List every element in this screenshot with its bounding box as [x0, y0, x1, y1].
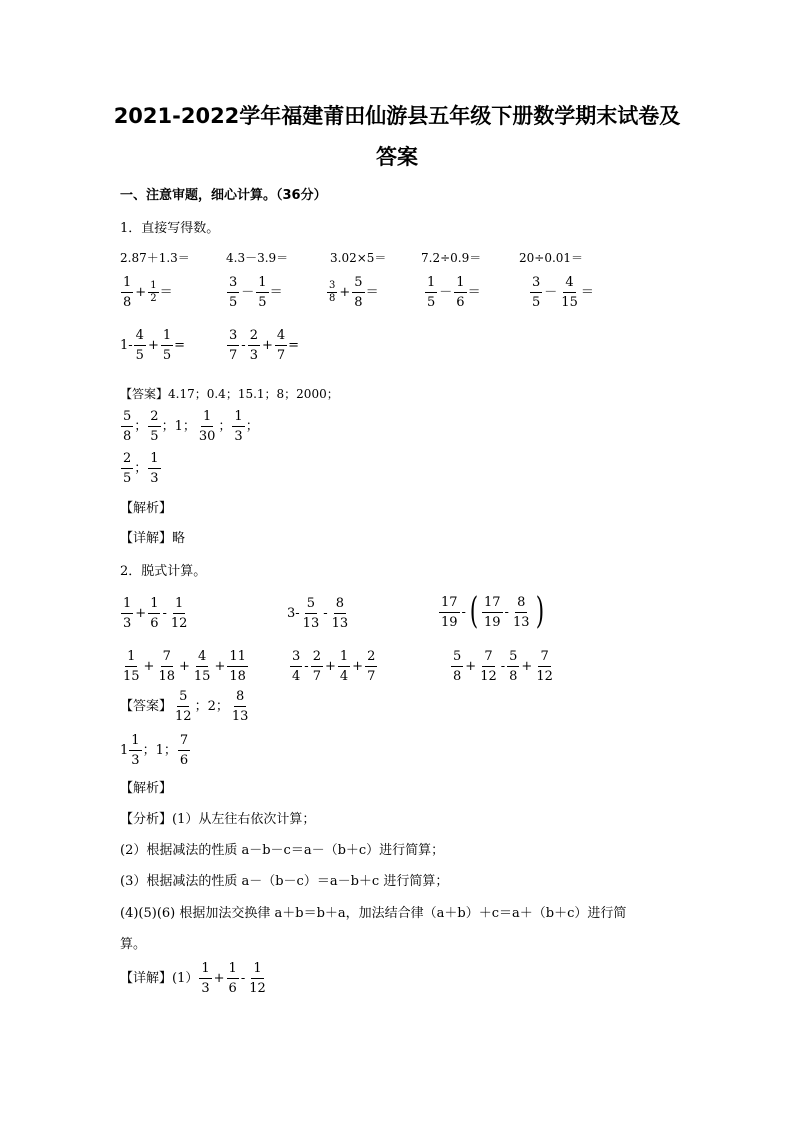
fraction — [227, 962, 239, 995]
q2-answer-line2 — [120, 734, 191, 767]
text-segment: ＝ — [269, 285, 283, 300]
denominator: 12 — [536, 669, 553, 684]
fraction — [148, 452, 160, 485]
section-heading: 一、注意审题，细心计算。（36分） — [120, 188, 327, 203]
operator: - — [162, 606, 167, 621]
numerator: 5 — [305, 597, 317, 614]
fraction — [121, 276, 133, 309]
fraction — [559, 276, 580, 309]
numerator: 5 — [121, 410, 133, 427]
denominator: 15 — [561, 295, 578, 310]
q1-row1-expr-4: 7.2÷0.9＝ — [421, 251, 482, 265]
denominator: 13 — [231, 709, 249, 724]
fraction — [478, 650, 499, 683]
numerator: 1 — [454, 276, 466, 293]
denominator: 15 — [123, 669, 140, 684]
q2-analysis-1 — [120, 813, 315, 826]
numerator: 3 — [227, 329, 239, 346]
q2-detail — [120, 962, 269, 995]
operator: + — [465, 659, 477, 674]
fraction — [121, 650, 142, 683]
text-segment: ；2； — [194, 699, 229, 714]
numerator: 7 — [178, 734, 190, 751]
q1-row2-expr-2 — [226, 276, 283, 309]
fraction — [275, 329, 287, 362]
fraction — [338, 650, 350, 683]
denominator: 7 — [367, 669, 376, 684]
numerator: 1 — [148, 452, 160, 469]
text-segment: (1）从左往右依次计算； — [172, 812, 316, 827]
numerator: 1 — [150, 280, 157, 291]
q1-row2-expr-4 — [424, 276, 481, 309]
text-segment: ；1； — [161, 419, 196, 434]
fraction — [232, 410, 244, 443]
fraction — [178, 734, 190, 767]
denominator: 8 — [509, 669, 518, 684]
denominator: 5 — [135, 348, 144, 363]
text-segment: ＝ — [159, 285, 173, 300]
numerator: 1 — [125, 650, 137, 667]
denominator: 5 — [532, 295, 541, 310]
text-segment: 【详解】 — [120, 531, 173, 546]
text-segment: ＝ — [580, 285, 594, 300]
fraction — [365, 650, 377, 683]
q2-analysis-label: 【解析】 — [120, 781, 173, 796]
q2-analysis-2: (2）根据减法的性质 a－b－c＝a－（b＋c）进行简算； — [120, 843, 445, 858]
q1-row1-expr-2: 4.3－3.9＝ — [226, 251, 289, 265]
denominator: 3 — [150, 471, 159, 486]
doc-title-line2: 答案 — [376, 145, 418, 169]
text-segment: 1 $\frac{1}{3}$ — [120, 733, 140, 768]
q1-answer-line3 — [120, 452, 162, 485]
fraction — [227, 329, 239, 362]
denominator: 2 — [150, 293, 157, 304]
fraction — [507, 650, 519, 683]
denominator: 5 — [229, 295, 238, 310]
numerator: 4 — [196, 650, 208, 667]
fraction — [439, 596, 460, 629]
fraction — [301, 597, 322, 630]
q2-heading: 2．脱式计算。 — [120, 564, 207, 579]
q1-row1-expr-3: 3.02×5＝ — [330, 251, 387, 265]
denominator: 8 — [453, 669, 462, 684]
operator: - — [500, 659, 506, 674]
fraction — [148, 597, 160, 630]
numerator: 2 — [121, 452, 133, 469]
numerator: 1 — [256, 276, 268, 293]
denominator: 18 — [229, 669, 246, 684]
numerator: 7 — [482, 650, 494, 667]
fraction — [197, 410, 218, 443]
answer-label: 【答案】 — [120, 387, 169, 401]
text-segment: 3- — [287, 606, 300, 621]
text-segment: 1- — [120, 338, 133, 353]
operator: + — [135, 285, 147, 300]
denominator: 5 — [427, 295, 436, 310]
numerator: 5 — [177, 690, 189, 707]
fraction — [327, 281, 337, 304]
text-segment: ； — [245, 419, 259, 434]
denominator: 19 — [441, 614, 458, 630]
operator: + — [324, 659, 336, 674]
numerator: 1 — [338, 650, 350, 667]
q1-row2-expr-5 — [529, 276, 594, 309]
fraction — [134, 329, 146, 362]
denominator: 7 — [229, 348, 238, 363]
numerator: 4 — [275, 329, 287, 346]
operator: + — [179, 659, 190, 674]
fraction — [227, 276, 239, 309]
fraction — [451, 650, 463, 683]
text-segment: ＝ — [365, 285, 379, 300]
q2-row2-expr-3 — [450, 650, 556, 683]
fraction — [248, 329, 260, 362]
denominator: 3 — [131, 753, 140, 768]
fraction — [256, 276, 268, 309]
text-segment: ＝ — [467, 285, 481, 300]
operator: + — [352, 659, 364, 674]
denominator: 6 — [456, 295, 465, 310]
numerator: 2 — [248, 329, 260, 346]
q2-analysis-4b: 算。 — [120, 937, 147, 952]
doc-title-line1: 2021-2022学年福建莆田仙游县五年级下册数学期末试卷及 — [113, 104, 681, 128]
text-segment: 【分析】 — [120, 812, 173, 827]
text-segment: = — [174, 338, 186, 353]
numerator: 5 — [451, 650, 463, 667]
text-segment: ( — [469, 591, 479, 632]
numerator: 1 — [129, 734, 141, 751]
text-segment: 【详解】 — [120, 971, 173, 986]
denominator: 4 — [292, 669, 301, 684]
fraction — [161, 329, 173, 362]
operator: + — [143, 659, 155, 674]
numerator: 1 — [425, 276, 437, 293]
numerator: 17 — [439, 596, 460, 613]
q2-row2-expr-1 — [120, 650, 249, 683]
denominator: 19 — [484, 614, 501, 630]
denominator: 8 — [123, 295, 132, 310]
numerator: 3 — [290, 650, 302, 667]
fraction — [290, 650, 302, 683]
fraction — [454, 276, 466, 309]
fraction — [352, 276, 364, 309]
fraction — [227, 650, 248, 683]
numerator: 1 — [173, 597, 185, 614]
q1-row2-expr-1 — [120, 276, 173, 309]
q2-analysis-3: (3）根据减法的性质 a－（b－c）＝a－b＋c 进行简算； — [120, 874, 449, 889]
denominator: 5 — [123, 471, 132, 486]
q1-heading: 1．直接写得数。 — [120, 221, 220, 236]
q1-answer-line1 — [120, 388, 339, 400]
numerator: 1 — [201, 410, 213, 427]
denominator: 3 — [249, 348, 258, 363]
denominator: 12 — [480, 669, 497, 684]
numerator: 2 — [365, 650, 377, 667]
fraction — [511, 596, 532, 629]
fraction — [148, 281, 158, 304]
numerator: 8 — [515, 596, 527, 613]
text-segment: (1） — [172, 971, 199, 986]
q1-row2-expr-3 — [326, 276, 379, 309]
denominator: 15 — [193, 669, 211, 684]
fraction — [199, 962, 211, 995]
operator: - — [461, 604, 466, 620]
q1-row1-expr-5: 20÷0.01＝ — [519, 251, 584, 265]
fraction — [230, 690, 251, 723]
numerator: 1 — [227, 962, 239, 979]
fraction — [192, 650, 213, 683]
operator: + — [214, 659, 226, 674]
q1-answer-line2 — [120, 410, 259, 443]
denominator: 8 — [123, 429, 132, 444]
text-segment: = — [288, 338, 300, 353]
operator: - — [504, 604, 509, 620]
operator: + — [339, 285, 351, 300]
operator: - — [304, 659, 309, 674]
fraction — [482, 596, 503, 629]
fraction — [148, 410, 160, 443]
denominator: 4 — [339, 669, 349, 684]
fraction — [121, 452, 133, 485]
denominator: 3 — [234, 429, 243, 444]
q1-analysis-label: 【解析】 — [120, 501, 173, 516]
text-segment: ； — [134, 419, 148, 434]
q2-row2-expr-2 — [289, 650, 378, 683]
fraction — [121, 410, 133, 443]
fraction — [156, 650, 177, 683]
numerator: 2 — [148, 410, 160, 427]
numerator: 7 — [161, 650, 173, 667]
numerator: 1 — [199, 962, 211, 979]
q1-row3-expr-2 — [226, 329, 299, 362]
operator: - — [240, 971, 246, 986]
denominator: 5 — [162, 348, 172, 363]
fraction — [530, 276, 542, 309]
fraction — [534, 650, 555, 683]
denominator: 6 — [228, 981, 237, 996]
fraction — [169, 597, 190, 630]
fraction — [311, 650, 323, 683]
numerator: 3 — [329, 280, 336, 291]
operator: + — [135, 606, 147, 621]
numerator: 1 — [148, 597, 160, 614]
numerator: 11 — [227, 650, 248, 667]
numerator: 7 — [538, 650, 550, 667]
text-segment: ； — [134, 461, 148, 476]
operator: + — [147, 338, 159, 353]
denominator: 30 — [198, 429, 216, 444]
numerator: 8 — [234, 690, 246, 707]
numerator: 1 — [121, 276, 133, 293]
operator: + — [213, 971, 225, 986]
denominator: 3 — [201, 981, 210, 996]
numerator: 4 — [134, 329, 146, 346]
numerator: 4 — [563, 276, 575, 293]
text-segment: 略 — [172, 531, 186, 546]
q1-row1-expr-1: 2.87＋1.3＝ — [120, 251, 190, 265]
text-segment: ) — [535, 591, 544, 632]
operator: － — [439, 285, 453, 300]
denominator: 18 — [158, 669, 175, 684]
denominator: 12 — [249, 981, 266, 996]
numerator: 1 — [161, 329, 173, 346]
answer-label: 【答案】 — [120, 699, 173, 714]
q2-answer-line1 — [120, 690, 251, 723]
denominator: 7 — [276, 348, 286, 363]
numerator: 1 — [232, 410, 244, 427]
denominator: 3 — [123, 616, 132, 631]
operator: - — [323, 606, 328, 621]
denominator: 8 — [329, 293, 336, 304]
denominator: 8 — [354, 295, 363, 310]
text-segment: ；1； — [142, 743, 177, 758]
operator: + — [261, 338, 273, 353]
fraction — [330, 597, 351, 630]
denominator: 12 — [170, 616, 188, 631]
fraction — [247, 962, 268, 995]
q1-row3-expr-1 — [120, 329, 185, 362]
q2-row1-expr-2 — [287, 597, 351, 630]
numerator: 1 — [251, 962, 263, 979]
denominator: 6 — [179, 753, 189, 768]
operator: + — [521, 659, 533, 674]
denominator: 6 — [150, 616, 159, 631]
numerator: 17 — [482, 596, 503, 613]
numerator: 1 — [121, 597, 133, 614]
q2-row1-expr-1 — [120, 597, 190, 630]
denominator: 5 — [150, 429, 159, 444]
q2-row1-expr-3 — [438, 591, 547, 632]
numerator: 5 — [352, 276, 364, 293]
numerator: 2 — [311, 650, 323, 667]
operator: - — [241, 338, 246, 353]
text-segment: ； — [218, 419, 232, 434]
denominator: 5 — [258, 295, 267, 310]
q1-detail — [120, 532, 185, 545]
operator: － — [241, 285, 255, 300]
numerator: 3 — [530, 276, 542, 293]
fraction — [425, 276, 437, 309]
fraction — [173, 690, 194, 723]
denominator: 13 — [331, 616, 349, 631]
q2-analysis-4: (4)(5)(6) 根据加法交换律 a＋b＝b＋a，加法结合律（a＋b）＋c＝a＋（b＋c）进行简 — [120, 906, 627, 921]
fraction — [129, 734, 141, 767]
denominator: 7 — [312, 669, 321, 684]
text-segment: 4.17；0.4；15.1；8；2000； — [168, 387, 339, 401]
numerator: 8 — [334, 597, 346, 614]
numerator: 3 — [227, 276, 239, 293]
fraction — [121, 597, 133, 630]
denominator: 12 — [175, 709, 192, 724]
denominator: 13 — [302, 616, 320, 631]
numerator: 5 — [507, 650, 519, 667]
denominator: 13 — [512, 614, 530, 630]
operator: － — [544, 285, 558, 300]
